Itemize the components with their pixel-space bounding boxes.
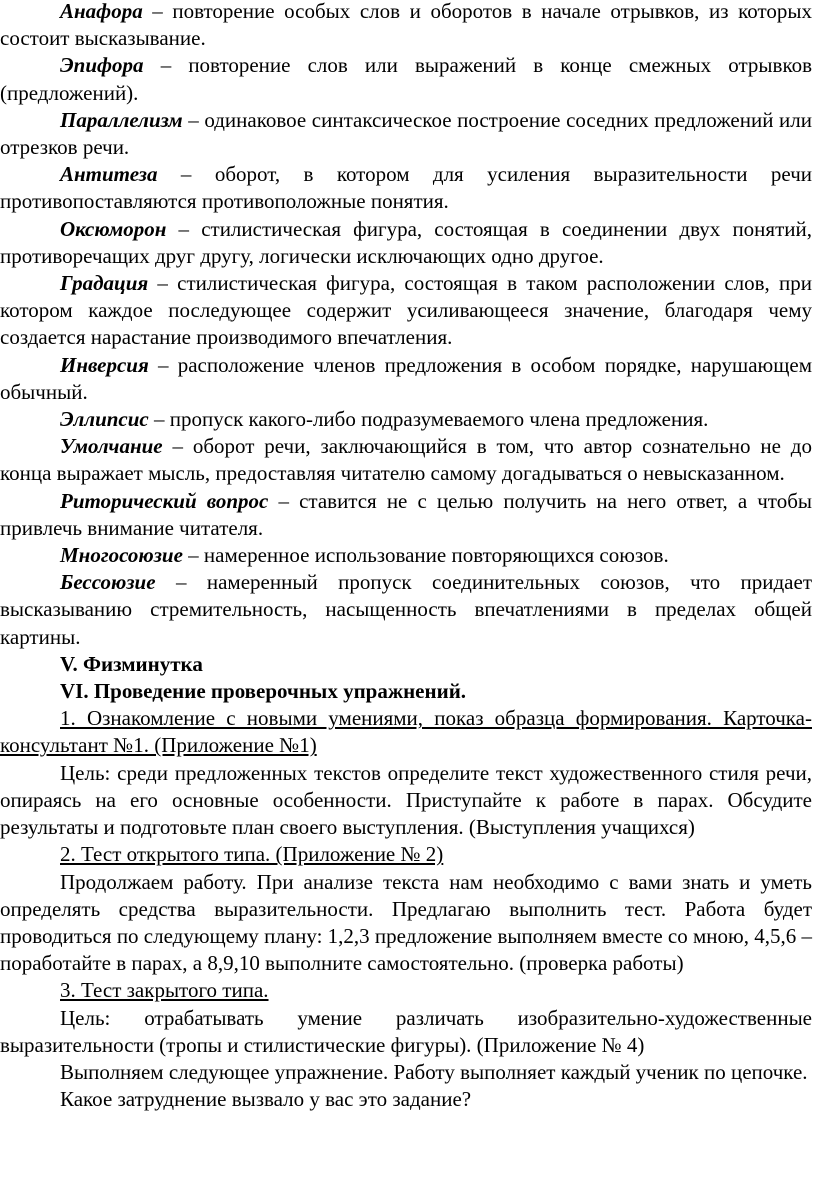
section-heading-exercises: VI. Проведение проверочных упражнений. (60, 679, 467, 704)
definition-text: – расположение членов предложения в особом порядке, нарушающем обычный. (0, 352, 812, 404)
task1-title: 1. Ознакомление с новыми умениями, показ образца формирования. Карточка-консультант №1. (Приложение №1) (0, 706, 812, 758)
term: Анафора (60, 0, 143, 23)
term: Многосоюзие (60, 543, 183, 568)
definition-ellipsis (0, 406, 812, 433)
term: Инверсия (60, 352, 149, 377)
definition-polysyndeton (0, 542, 812, 569)
definition-text: – оборот, в котором для усиления выразительности речи противопоставляются противоположные понятия. (0, 162, 812, 214)
task3-question: Какое затруднение вызвало у вас это задание? (60, 1087, 472, 1112)
definition-oxymoron (0, 216, 812, 270)
term: Антитеза (60, 162, 158, 187)
definition-text: – оборот речи, заключающийся в том, что автор сознательно не до конца выражает мысль, предоставляя читателю самому догадываться о невысказанном. (0, 434, 812, 486)
definition-reticence (0, 433, 812, 487)
definition-text: – повторение слов или выражений в конце смежных отрывков (предложений). (0, 53, 812, 105)
task3-title: 3. Тест закрытого типа. (60, 978, 269, 1003)
definition-text: – пропуск какого-либо подразумеваемого члена предложения. (148, 407, 709, 432)
term: Эллипсис (60, 407, 149, 432)
definition-text: – ставится не с целью получить на него ответ, а чтобы привлечь внимание читателя. (0, 488, 813, 540)
task3-title-line (0, 977, 812, 1004)
definition-text: – одинаковое синтаксическое построение соседних предложений или отрезков речи. (0, 107, 812, 160)
term: Умолчание (60, 434, 163, 459)
term: Риторический вопрос (60, 488, 269, 513)
term: Оксюморон (60, 216, 167, 241)
definition-antithesis (0, 161, 812, 215)
definition-rhetorical-question (0, 488, 812, 542)
definition-text: – намеренный пропуск соединительных союзов, что придает высказыванию стремительность, насыщенность впечатлениями в пределах общей картины. (0, 570, 812, 649)
definition-parallelism (0, 107, 812, 161)
task3-instruction: Выполняем следующее упражнение. Работу выполняет каждый ученик по цепочке. (60, 1059, 808, 1084)
definition-gradation (0, 270, 812, 352)
section-heading-physical-break: V. Физминутка (60, 651, 203, 676)
term: Градация (60, 271, 149, 296)
task1-body: Цель: среди предложенных текстов определите текст художественного стиля речи, опираясь на его основные особенности. Приступайте к работе в парах. Обсудите результаты и подготовьте план своего выступления. (Выступления учащихся) (0, 760, 812, 840)
definition-text: – повторение особых слов и оборотов в начале отрывков, из которых состоит высказывание. (0, 0, 812, 51)
task3-goal: Цель: отрабатывать умение различать изобразительно-художественные выразительности (тропы и стилистические фигуры). (Приложение № 4) (0, 1005, 812, 1057)
definition-text: – стилистическая фигура, состоящая в соединении двух понятий, противоречащих друг другу, логически исключающих одно другое. (0, 216, 812, 268)
definition-text: – стилистическая фигура, состоящая в таком расположении слов, при котором каждое последующее содержит усиливающееся значение, благодаря чему создается нарастание производимого впечатления. (0, 271, 812, 350)
term: Параллелизм (60, 107, 183, 132)
definition-anaphora (0, 0, 812, 52)
definition-inversion (0, 352, 812, 406)
definition-asyndeton (0, 569, 812, 651)
definition-text: – намеренное использование повторяющихся союзов. (182, 543, 669, 568)
task2-title: 2. Тест открытого типа. (Приложение № 2) (60, 842, 444, 867)
task2-title-line (0, 841, 812, 868)
term: Эпифора (60, 53, 144, 78)
task2-body: Продолжаем работу. При анализе текста нам необходимо с вами знать и уметь определять средства выразительности. Предлагаю выполнить тест. Работа будет проводиться по следующему плану: 1,2,3 предложение выполняем вместе со мною, 4,5,6 – поработайте в парах, а 8,9,10 выполните самостоятельно. (проверка работы) (0, 869, 812, 976)
term: Бессоюзие (60, 570, 156, 595)
definition-epiphora (0, 52, 812, 106)
